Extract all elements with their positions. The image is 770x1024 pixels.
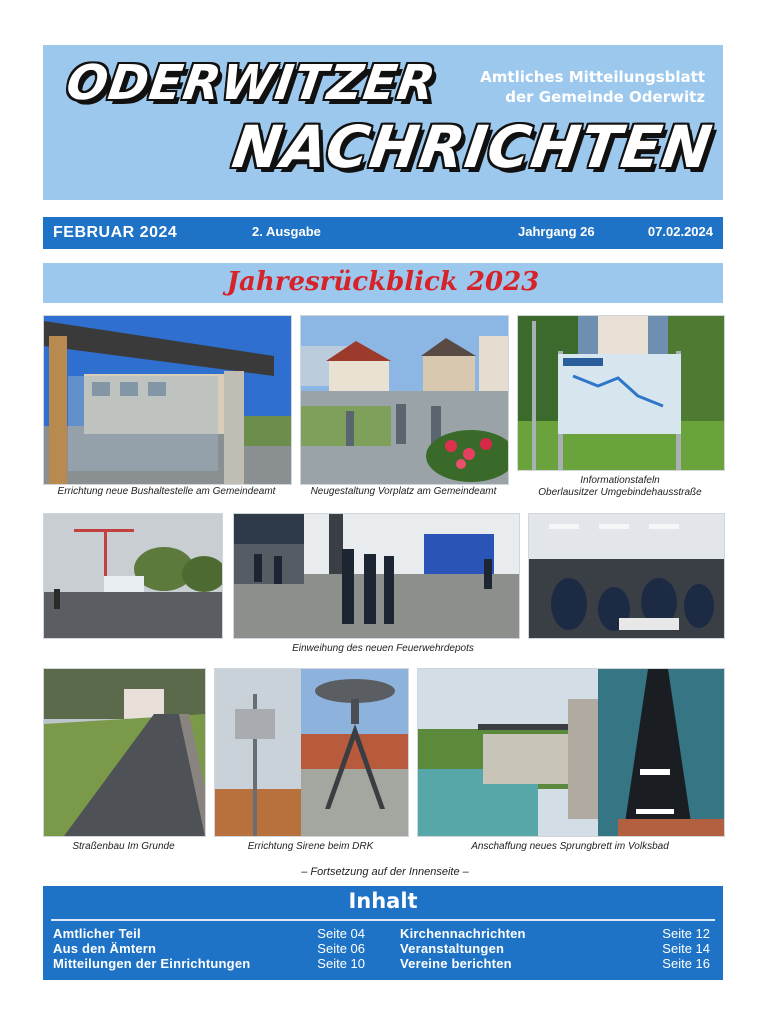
toc-page: Seite 16 <box>662 956 710 971</box>
issue-volume: Jahrgang 26 <box>518 224 595 239</box>
contents-box <box>43 886 723 980</box>
photo-fire-depot-ceremony <box>233 513 520 639</box>
photo-siren <box>214 668 409 837</box>
photo-road <box>43 668 206 837</box>
issue-bar <box>43 217 723 249</box>
caption-forecourt: Neugestaltung Vorplatz am Gemeindeamt <box>300 486 507 498</box>
toc-label: Aus den Ämtern <box>53 941 157 956</box>
caption-info-boards-line-2: Oberlausitzer Umgebindehausstraße <box>538 487 702 498</box>
continuation-note: – Fortsetzung auf der Innenseite – <box>301 866 469 878</box>
subtitle-line-1: Amtliches Mitteilungsblatt <box>480 68 705 86</box>
contents-title: Inhalt <box>348 889 418 913</box>
toc-label: Kirchennachrichten <box>400 926 526 941</box>
issue-edition: 2. Ausgabe <box>252 224 321 239</box>
photo-forecourt <box>300 315 509 485</box>
subtitle-line-2: der Gemeinde Oderwitz <box>505 88 705 106</box>
photo-fire-depot-hall <box>528 513 725 639</box>
caption-info-boards <box>517 475 723 499</box>
photo-diving-board <box>417 668 725 837</box>
headline: Jahresrückblick 2023 <box>226 267 540 297</box>
caption-siren: Errichtung Sirene beim DRK <box>214 841 407 853</box>
title-line-1: ODERWITZER <box>63 55 440 111</box>
photo-fire-depot-site <box>43 513 223 639</box>
headline-banner <box>43 263 723 303</box>
toc-label: Mitteilungen der Einrichtungen <box>53 956 251 971</box>
toc-page: Seite 04 <box>317 926 365 941</box>
caption-diving-board: Anschaffung neues Sprungbrett im Volksbad <box>417 841 723 853</box>
toc-label: Vereine berichten <box>400 956 512 971</box>
issue-date: 07.02.2024 <box>647 224 713 239</box>
toc-page: Seite 10 <box>317 956 365 971</box>
caption-info-boards-line-1: Informationstafeln <box>580 475 660 486</box>
caption-fire-depot: Einweihung des neuen Feuerwehrdepots <box>43 643 723 655</box>
masthead <box>43 45 723 200</box>
toc-page: Seite 14 <box>662 941 710 956</box>
toc-label: Amtlicher Teil <box>53 926 141 941</box>
toc-page: Seite 06 <box>317 941 365 956</box>
photo-info-boards <box>517 315 725 471</box>
title-line-2: NACHRICHTEN <box>228 113 717 181</box>
contents-divider <box>51 919 715 921</box>
caption-bus-stop: Errichtung neue Bushaltestelle am Gemeindeamt <box>43 486 290 498</box>
masthead-subtitle <box>480 67 705 107</box>
toc-page: Seite 12 <box>662 926 710 941</box>
issue-month: FEBRUAR 2024 <box>53 224 178 241</box>
caption-road: Straßenbau Im Grunde <box>43 841 204 853</box>
photo-bus-stop <box>43 315 292 485</box>
toc-label: Veranstaltungen <box>400 941 505 956</box>
